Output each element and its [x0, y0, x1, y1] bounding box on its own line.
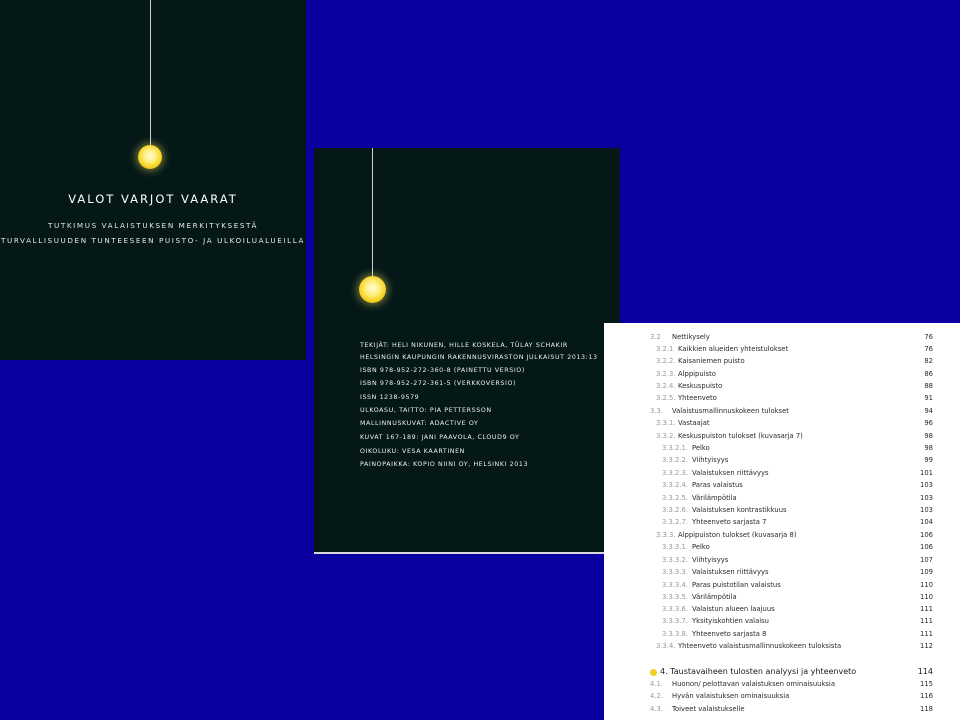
toc-entry[interactable] [604, 568, 960, 580]
lamp-bulb-icon [138, 145, 162, 169]
toc-entry-number: 3.3. [650, 407, 663, 415]
toc-entry-number: 3.3.3.8. [662, 630, 688, 638]
toc-entry-page: 110 [920, 593, 933, 601]
toc-entry-title: Pelko [692, 444, 710, 452]
toc-entry-page: 104 [920, 518, 933, 526]
toc-entry[interactable] [604, 494, 960, 506]
toc-entry-page: 96 [924, 419, 933, 427]
toc-entry[interactable] [604, 605, 960, 617]
imprint-line: ISSN 1238-9579 [360, 394, 420, 401]
toc-entry-page: 103 [920, 494, 933, 502]
toc-entry-page: 111 [920, 630, 933, 638]
toc-entry-number: 3.3.3.5. [662, 593, 688, 601]
toc-entry[interactable] [604, 506, 960, 518]
toc-entry-page: 114 [917, 667, 933, 676]
toc-entry[interactable] [604, 543, 960, 555]
toc-entry-page: 110 [920, 581, 933, 589]
cover-page [0, 0, 306, 360]
imprint-line: OIKOLUKU: VESA KAARTINEN [360, 448, 465, 455]
toc-entry-page: 101 [920, 469, 933, 477]
toc-entry[interactable] [604, 630, 960, 642]
toc-entry-title: Pelko [692, 543, 710, 551]
toc-entry-page: 107 [920, 556, 933, 564]
toc-entry-number: 3.3.2.6. [662, 506, 688, 514]
imprint-page [314, 148, 620, 552]
imprint-line: TEKIJÄT: HELI NIKUNEN, HILLE KOSKELA, TÜLAY SCHAKIR [360, 342, 568, 349]
toc-entry-page: 76 [924, 333, 933, 341]
toc-entry[interactable] [604, 692, 960, 704]
toc-entry-number: 3.3.3.6. [662, 605, 688, 613]
toc-entry-title: Valaistun alueen laajuus [692, 605, 775, 613]
toc-entry-page: 103 [920, 506, 933, 514]
toc-entry-number: 3.2 [650, 333, 661, 341]
toc-entry-title: Yhteenveto valaistusmallinnuskokeen tuloksista [678, 642, 842, 650]
toc-entry-title: Viihtyisyys [692, 556, 729, 564]
cover-subtitle-line2: TURVALLISUUDEN TUNTEESEEN PUISTO- JA ULKOILUALUEILLA [0, 236, 306, 245]
toc-entry-number: 3.3.3.7. [662, 617, 688, 625]
toc-entry[interactable] [604, 667, 960, 679]
toc-entry-title: Alppipuisto [678, 370, 716, 378]
toc-entry-title: Nettikysely [672, 333, 710, 341]
toc-entry-page: 88 [924, 382, 933, 390]
toc-entry-page: 98 [924, 432, 933, 440]
toc-entry-number: 3.3.3. [656, 531, 676, 539]
toc-entry[interactable] [604, 456, 960, 468]
toc-entry-number: 3.3.4. [656, 642, 676, 650]
toc-entry-number: 3.3.1. [656, 419, 676, 427]
toc-entry-title: Kaikkien alueiden yhteistulokset [678, 345, 789, 353]
toc-entry-number: 3.3.2.3. [662, 469, 688, 477]
toc-entry-title: Valaistuksen riittävyys [692, 568, 769, 576]
toc-entry-title: Viihtyisyys [692, 456, 729, 464]
toc-entry[interactable] [604, 419, 960, 431]
toc-entry[interactable] [604, 469, 960, 481]
toc-entry-title: Kaisaniemen puisto [678, 357, 745, 365]
toc-entry[interactable] [604, 518, 960, 530]
imprint-line: KUVAT 167-189: JANI PAAVOLA, CLOUD9 OY [360, 434, 520, 441]
toc-entry-page: 111 [920, 617, 933, 625]
toc-entry-number: 3.3.3.4. [662, 581, 688, 589]
lamp-bulb-icon [359, 276, 386, 303]
toc-entry[interactable] [604, 382, 960, 394]
toc-entry-number: 3.3.3.2. [662, 556, 688, 564]
toc-entry-number: 4.3. [650, 705, 663, 713]
toc-entry-title: Toiveet valaistukselle [672, 705, 745, 713]
toc-entry[interactable] [604, 357, 960, 369]
toc-entry-page: 86 [924, 370, 933, 378]
toc-entry-number: 3.3.2.1. [662, 444, 688, 452]
toc-entry-title: 4. Taustavaiheen tulosten analyysi ja yhteenveto [660, 667, 857, 676]
toc-entry[interactable] [604, 617, 960, 629]
cover-subtitle-line1: TUTKIMUS VALAISTUKSEN MERKITYKSESTÄ [48, 221, 258, 230]
toc-entry[interactable] [604, 642, 960, 654]
lamp-wire [150, 0, 151, 145]
toc-entry-number: 4.2. [650, 692, 663, 700]
toc-entry[interactable] [604, 680, 960, 692]
toc-entry-number: 3.3.3.3. [662, 568, 688, 576]
toc-entry-title: Huonon/ pelottavan valaistuksen ominaisuuksia [672, 680, 835, 688]
toc-entry[interactable] [604, 481, 960, 493]
toc-entry-page: 111 [920, 605, 933, 613]
toc-entry[interactable] [604, 556, 960, 568]
toc-entry-number: 3.2.5. [656, 394, 676, 402]
toc-entry[interactable] [604, 407, 960, 419]
cover-title: VALOT VARJOT VAARAT [68, 192, 238, 206]
toc-entry-number: 3.3.2.7. [662, 518, 688, 526]
toc-entry-number: 3.3.2. [656, 432, 676, 440]
toc-entry-page: 91 [924, 394, 933, 402]
bullet-dot-icon [650, 669, 657, 676]
toc-entry-page: 98 [924, 444, 933, 452]
toc-entry-title: Yhteenveto sarjasta 8 [692, 630, 767, 638]
toc-entry-page: 116 [920, 692, 933, 700]
toc-entry-page: 103 [920, 481, 933, 489]
toc-entry-page: 118 [920, 705, 933, 713]
toc-entry-title: Paras puistotilan valaistus [692, 581, 781, 589]
toc-entry-page: 106 [920, 543, 933, 551]
imprint-line: HELSINGIN KAUPUNGIN RAKENNUSVIRASTON JULKAISUT 2013:13 [360, 354, 598, 361]
toc-entry-title: Keskuspuiston tulokset (kuvasarja 7) [678, 432, 803, 440]
toc-entry-number: 3.2.1 [656, 345, 674, 353]
toc-entry[interactable] [604, 432, 960, 444]
imprint-line: ISBN 978-952-272-360-8 (PAINETTU VERSIO) [360, 367, 525, 374]
toc-entry-page: 76 [924, 345, 933, 353]
toc-entry-title: Valaistusmallinnuskokeen tulokset [672, 407, 789, 415]
toc-entry-title: Yhteenveto [678, 394, 717, 402]
toc-entry-title: Yksityiskohtien valaisu [692, 617, 769, 625]
toc-entry-number: 3.2.2. [656, 357, 676, 365]
toc-entry-page: 112 [920, 642, 933, 650]
toc-entry-number: 3.2.3. [656, 370, 676, 378]
page-edge [314, 552, 620, 554]
toc-entry-page: 109 [920, 568, 933, 576]
toc-entry-title: Paras valaistus [692, 481, 743, 489]
toc-entry-number: 3.3.2.4. [662, 481, 688, 489]
toc-entry[interactable] [604, 444, 960, 456]
toc-entry-number: 3.3.2.2. [662, 456, 688, 464]
toc-entry[interactable] [604, 705, 960, 717]
toc-entry[interactable] [604, 370, 960, 382]
toc-entry-title: Vastaajat [678, 419, 710, 427]
imprint-line: PAINOPAIKKA: KOPIO NIINI OY, HELSINKI 2013 [360, 461, 529, 468]
toc-entry-title: Hyvän valaistuksen ominaisuuksia [672, 692, 790, 700]
toc-entry[interactable] [604, 394, 960, 406]
toc-entry-title: Värilämpötila [692, 593, 737, 601]
toc-entry[interactable] [604, 581, 960, 593]
lamp-wire [372, 148, 373, 276]
toc-entry[interactable] [604, 593, 960, 605]
toc-entry[interactable] [604, 345, 960, 357]
toc-entry[interactable] [604, 531, 960, 543]
imprint-line: ULKOASU, TAITTO: PIA PETTERSSON [360, 407, 492, 414]
toc-entry[interactable] [604, 333, 960, 345]
toc-entry-title: Alppipuiston tulokset (kuvasarja 8) [678, 531, 797, 539]
toc-entry-page: 99 [924, 456, 933, 464]
toc-entry-title: Valaistuksen kontrastikkuus [692, 506, 787, 514]
toc-entry-number: 3.3.3.1. [662, 543, 688, 551]
toc-entry-page: 82 [924, 357, 933, 365]
toc-entry-number: 3.2.4. [656, 382, 676, 390]
toc-entry-number: 4.1. [650, 680, 663, 688]
toc-entry-page: 94 [924, 407, 933, 415]
toc-entry-page: 106 [920, 531, 933, 539]
toc-page [604, 323, 960, 720]
toc-entry-title: Valaistuksen riittävyys [692, 469, 769, 477]
toc-entry-page: 115 [920, 680, 933, 688]
imprint-line: MALLINNUSKUVAT: ADACTIVE OY [360, 420, 479, 427]
toc-entry-number: 3.3.2.5. [662, 494, 688, 502]
toc-entry-title: Keskuspuisto [678, 382, 723, 390]
toc-entry-title: Värilämpötila [692, 494, 737, 502]
imprint-line: ISBN 978-952-272-361-5 (VERKKOVERSIO) [360, 380, 517, 387]
toc-entry-title: Yhteenveto sarjasta 7 [692, 518, 767, 526]
